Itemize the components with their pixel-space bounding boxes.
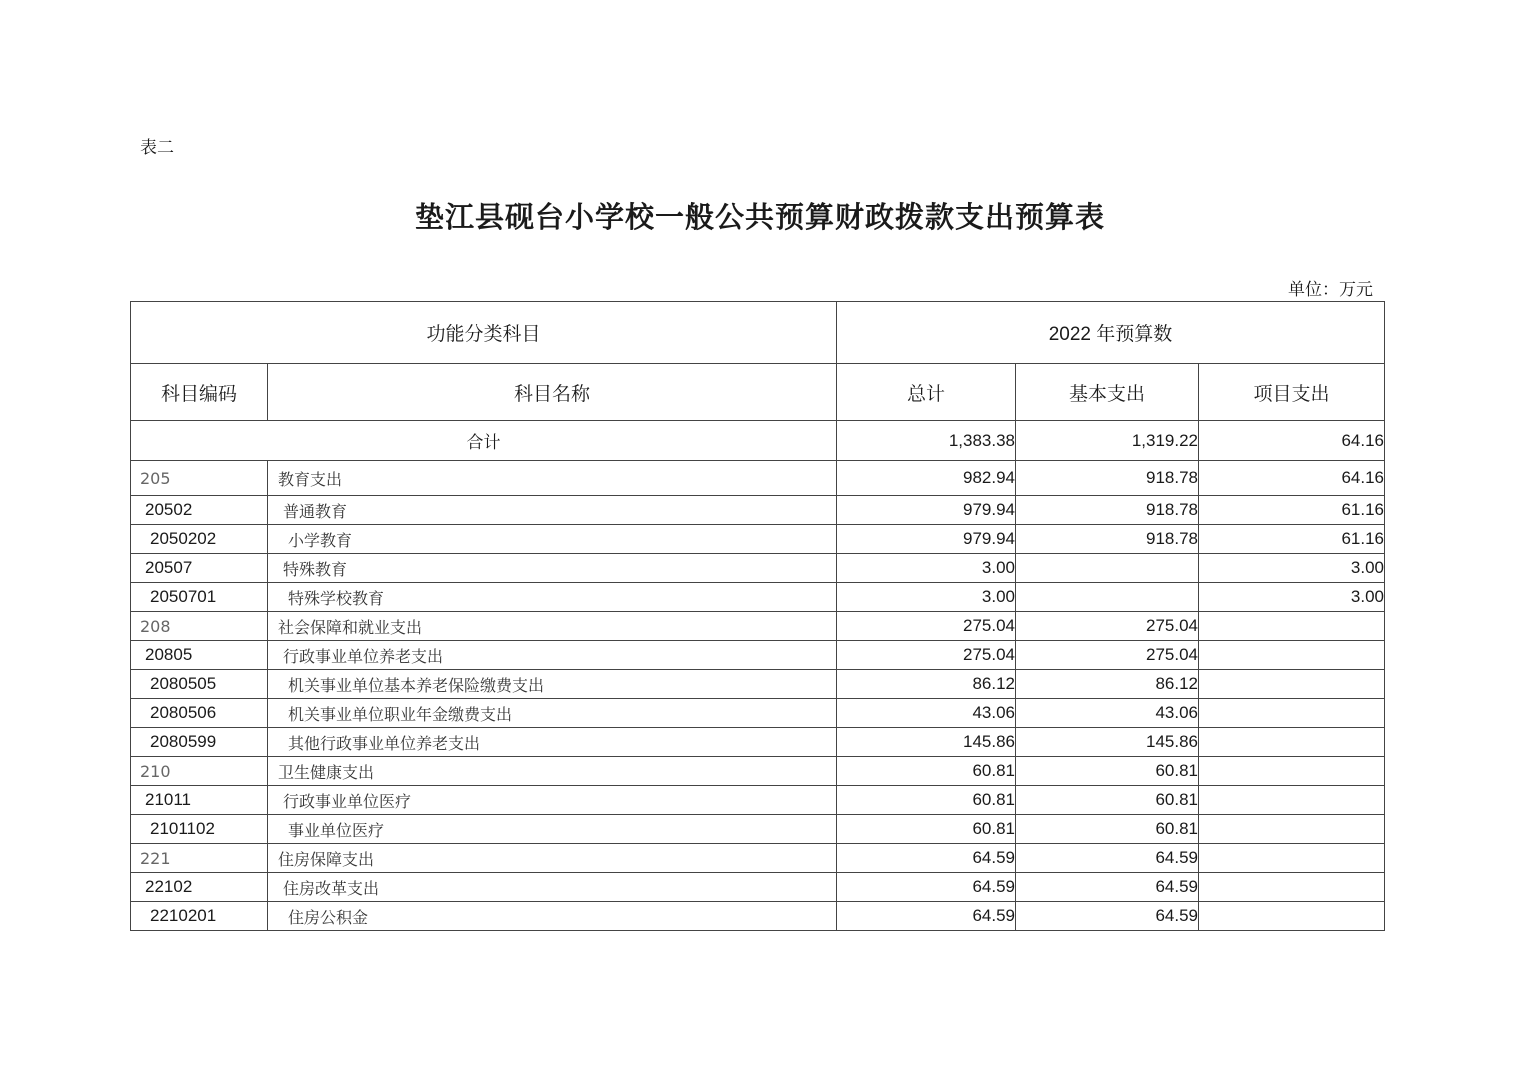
cell-basic: 86.12 [1016,670,1199,699]
group-header-row [131,302,1385,364]
budget-table [130,301,1385,931]
table-row [131,525,1385,554]
cell-name: 住房改革支出 [268,873,837,902]
cell-code: 2210201 [131,902,268,931]
header-function-category: 功能分类科目 [131,302,837,364]
header-budget-year: 2022 年预算数 [837,302,1385,364]
cell-code: 205 [131,461,268,496]
column-header-project: 项目支出 [1199,364,1385,421]
cell-basic: 918.78 [1016,461,1199,496]
cell-code: 2101102 [131,815,268,844]
cell-name: 行政事业单位医疗 [268,786,837,815]
cell-project: 3.00 [1199,554,1385,583]
cell-code: 2050202 [131,525,268,554]
cell-name: 普通教育 [268,496,837,525]
cell-total: 979.94 [837,496,1016,525]
cell-basic: 918.78 [1016,496,1199,525]
cell-total: 60.81 [837,815,1016,844]
column-header-name: 科目名称 [268,364,837,421]
summary-label: 合计 [131,421,837,461]
cell-project: 61.16 [1199,525,1385,554]
cell-name: 教育支出 [268,461,837,496]
summary-basic: 1,319.22 [1016,421,1199,461]
table-row [131,902,1385,931]
summary-total: 1,383.38 [837,421,1016,461]
cell-total: 64.59 [837,844,1016,873]
summary-row [131,421,1385,461]
cell-name: 特殊学校教育 [268,583,837,612]
cell-total: 145.86 [837,728,1016,757]
unit-label: 单位：万元 [1288,280,1373,300]
cell-project [1199,757,1385,786]
cell-code: 22102 [131,873,268,902]
table-number-label: 表二 [140,138,174,158]
cell-basic: 918.78 [1016,525,1199,554]
cell-project [1199,612,1385,641]
cell-code: 20507 [131,554,268,583]
cell-project [1199,699,1385,728]
cell-total: 60.81 [837,757,1016,786]
column-header-total: 总计 [837,364,1016,421]
cell-code: 208 [131,612,268,641]
cell-name: 小学教育 [268,525,837,554]
cell-name: 机关事业单位基本养老保险缴费支出 [268,670,837,699]
cell-project [1199,873,1385,902]
cell-project [1199,815,1385,844]
cell-name: 住房保障支出 [268,844,837,873]
cell-project: 3.00 [1199,583,1385,612]
cell-code: 2080506 [131,699,268,728]
cell-total: 979.94 [837,525,1016,554]
cell-code: 2080599 [131,728,268,757]
cell-basic: 64.59 [1016,844,1199,873]
page-title: 垫江县砚台小学校一般公共预算财政拨款支出预算表 [414,200,1105,234]
cell-total: 43.06 [837,699,1016,728]
cell-project [1199,844,1385,873]
cell-name: 机关事业单位职业年金缴费支出 [268,699,837,728]
cell-name: 行政事业单位养老支出 [268,641,837,670]
table-row [131,786,1385,815]
table-row [131,728,1385,757]
cell-total: 275.04 [837,641,1016,670]
table-row [131,612,1385,641]
cell-project [1199,670,1385,699]
cell-total: 275.04 [837,612,1016,641]
cell-total: 982.94 [837,461,1016,496]
cell-project: 61.16 [1199,496,1385,525]
column-header-code: 科目编码 [131,364,268,421]
cell-name: 住房公积金 [268,902,837,931]
cell-total: 3.00 [837,583,1016,612]
table-row [131,583,1385,612]
table-row [131,461,1385,496]
cell-basic: 60.81 [1016,815,1199,844]
cell-basic: 64.59 [1016,873,1199,902]
cell-project [1199,902,1385,931]
cell-project [1199,786,1385,815]
table-row [131,757,1385,786]
table-row [131,641,1385,670]
cell-basic [1016,583,1199,612]
cell-code: 20502 [131,496,268,525]
summary-project: 64.16 [1199,421,1385,461]
cell-basic: 275.04 [1016,641,1199,670]
cell-code: 221 [131,844,268,873]
cell-basic: 43.06 [1016,699,1199,728]
cell-code: 2050701 [131,583,268,612]
table-row [131,844,1385,873]
cell-total: 3.00 [837,554,1016,583]
table-row [131,496,1385,525]
cell-basic: 64.59 [1016,902,1199,931]
cell-name: 其他行政事业单位养老支出 [268,728,837,757]
cell-basic: 60.81 [1016,786,1199,815]
cell-code: 21011 [131,786,268,815]
cell-basic: 60.81 [1016,757,1199,786]
cell-basic: 275.04 [1016,612,1199,641]
table-row [131,554,1385,583]
cell-total: 60.81 [837,786,1016,815]
table-row [131,873,1385,902]
cell-name: 事业单位医疗 [268,815,837,844]
table-row [131,815,1385,844]
cell-basic [1016,554,1199,583]
column-header-row [131,364,1385,421]
cell-name: 社会保障和就业支出 [268,612,837,641]
cell-project [1199,728,1385,757]
table-row [131,699,1385,728]
cell-total: 86.12 [837,670,1016,699]
cell-total: 64.59 [837,873,1016,902]
cell-project [1199,641,1385,670]
cell-code: 210 [131,757,268,786]
cell-total: 64.59 [837,902,1016,931]
cell-project: 64.16 [1199,461,1385,496]
cell-code: 20805 [131,641,268,670]
column-header-basic: 基本支出 [1016,364,1199,421]
cell-basic: 145.86 [1016,728,1199,757]
cell-code: 2080505 [131,670,268,699]
cell-name: 卫生健康支出 [268,757,837,786]
cell-name: 特殊教育 [268,554,837,583]
table-row [131,670,1385,699]
